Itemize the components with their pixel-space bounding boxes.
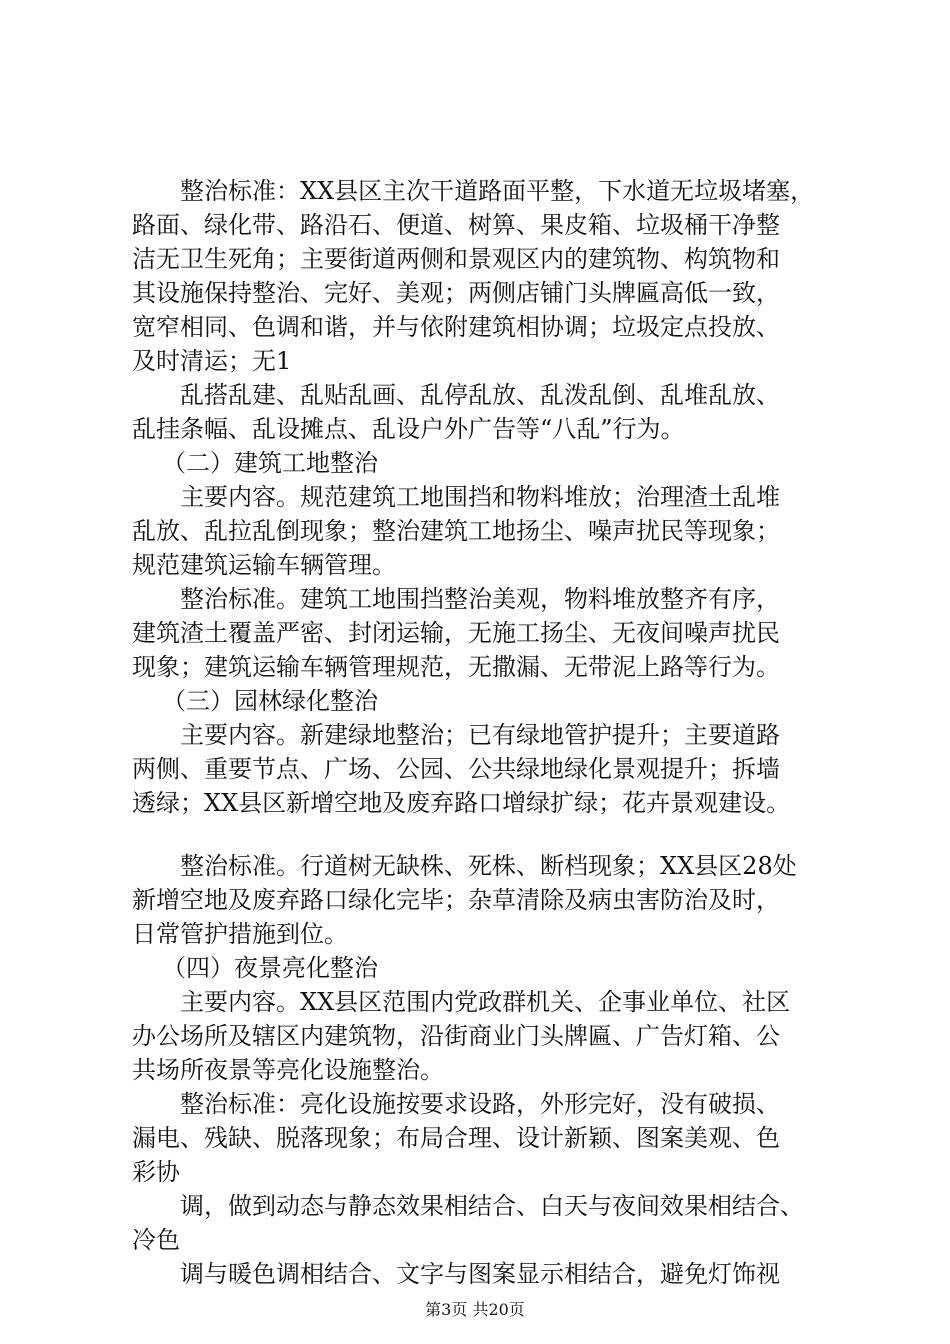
text-line: 漏电、残缺、脱落现象；布局合理、设计新颖、图案美观、色	[132, 1124, 780, 1152]
text-line: 乱搭乱建、乱贴乱画、乱停乱放、乱泼乱倒、乱堆乱放、	[180, 381, 780, 409]
text-line: 两侧、重要节点、广场、公园、公共绿地绿化景观提升；拆墙	[132, 755, 780, 783]
text-line: 透绿；XX县区新增空地及废弃路口增绿扩绿；花卉景观建设。	[132, 789, 791, 817]
text-line: 路面、绿化带、路沿石、便道、树箅、果皮箱、垃圾桶干净整	[132, 211, 780, 239]
text-line: 现象；建筑运输车辆管理规范，无撒漏、无带泥上路等行为。	[132, 653, 780, 681]
text-line: 洁无卫生死角；主要街道两侧和景观区内的建筑物、构筑物和	[132, 245, 780, 273]
text-line: 建筑渣土覆盖严密、封闭运输，无施工扬尘、无夜间噪声扰民	[132, 619, 780, 647]
text-line: 日常管护措施到位。	[132, 920, 348, 948]
text-line: 主要内容。XX县区范围内党政群机关、企事业单位、社区	[180, 988, 791, 1016]
text-line: 整治标准：XX县区主次干道路面平整，下水道无垃圾堵塞，	[180, 177, 815, 205]
page-footer: 第3页 共20页	[425, 1300, 525, 1319]
text-line: 彩协	[132, 1158, 180, 1186]
text-line: 规范建筑运输车辆管理。	[132, 551, 396, 579]
text-line: 新增空地及废弃路口绿化完毕；杂草清除及病虫害防治及时，	[132, 886, 780, 914]
text-line: 整治标准。建筑工地围挡整治美观，物料堆放整齐有序，	[180, 585, 780, 613]
text-line: 整治标准。行道树无缺株、死株、断档现象；XX县区28处	[180, 852, 797, 880]
text-line: 乱挂条幅、乱设摊点、乱设户外广告等“八乱”行为。	[132, 415, 685, 443]
text-line: 主要内容。新建绿地整治；已有绿地管护提升；主要道路	[180, 721, 780, 749]
text-line: 冷色	[132, 1226, 180, 1254]
text-line: 调，做到动态与静态效果相结合、白天与夜间效果相结合、	[180, 1192, 804, 1220]
text-line: 乱放、乱拉乱倒现象；整治建筑工地扬尘、噪声扰民等现象；	[132, 517, 780, 545]
section-heading: （二）建筑工地整治	[162, 449, 378, 477]
section-heading: （四）夜景亮化整治	[162, 954, 378, 982]
text-line: 整治标准：亮化设施按要求设路，外形完好，没有破损、	[180, 1090, 780, 1118]
text-line: 及时清运；无1	[132, 347, 292, 375]
text-line: 其设施保持整治、完好、美观；两侧店铺门头牌匾高低一致，	[132, 279, 780, 307]
text-line: 共场所夜景等亮化设施整治。	[132, 1056, 444, 1084]
text-line: 办公场所及辖区内建筑物，沿街商业门头牌匾、广告灯箱、公	[132, 1022, 780, 1050]
section-heading: （三）园林绿化整治	[162, 687, 378, 715]
text-line: 主要内容。规范建筑工地围挡和物料堆放；治理渣土乱堆	[180, 483, 780, 511]
text-line: 调与暖色调相结合、文字与图案显示相结合，避免灯饰视	[180, 1260, 780, 1288]
text-line: 宽窄相同、色调和谐，并与依附建筑相协调；垃圾定点投放、	[132, 313, 780, 341]
